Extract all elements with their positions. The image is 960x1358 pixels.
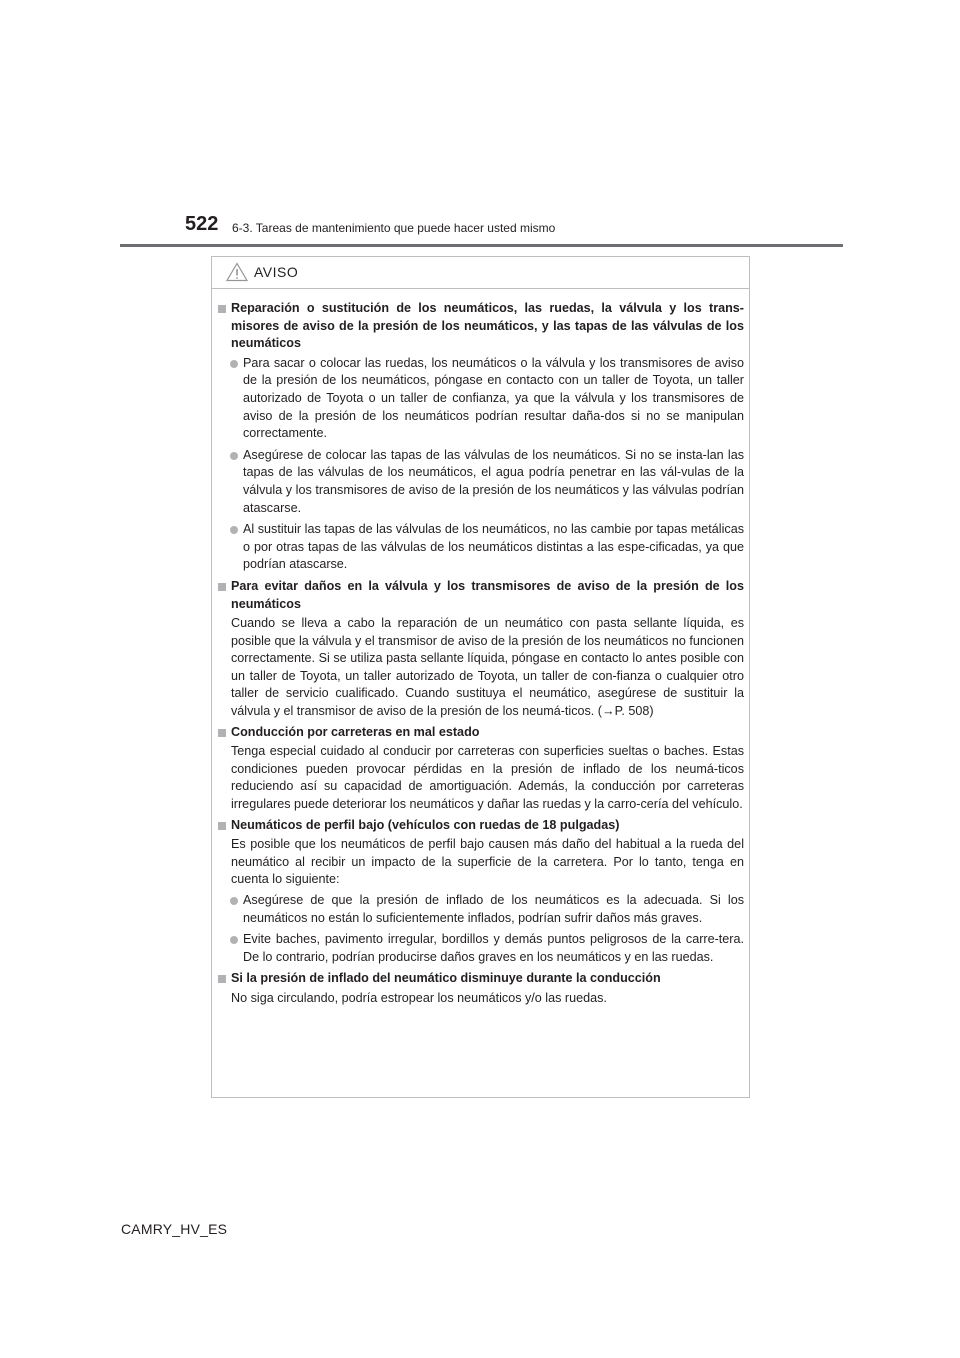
square-bullet-icon [218, 975, 226, 983]
warning-header [212, 257, 749, 289]
section-heading: Reparación o sustitución de los neumáticos, las ruedas, la válvula y los trans-misores de aviso de la presión de los neumáticos, y las tapas de las válvulas de los neumáticos [218, 300, 744, 353]
square-bullet-icon [218, 305, 226, 313]
header-divider [120, 244, 843, 247]
model-code: CAMRY_HV_ES [121, 1221, 228, 1237]
bullet-item: Asegúrese de que la presión de inflado de los neumáticos es la adecuada. Si los neumáticos no están lo suficientemente inflados, podrían sufrir daños más graves. [218, 892, 744, 927]
circle-bullet-icon [230, 452, 238, 460]
section-heading: Si la presión de inflado del neumático disminuye durante la conducción [218, 970, 744, 988]
warning-label: AVISO [254, 264, 299, 280]
section-paragraph: No siga circulando, podría estropear los neumáticos y/o las ruedas. [231, 990, 607, 1005]
section-paragraph: Cuando se lleva a cabo la reparación de un neumático con pasta sellante líquida, es posible que la válvula y el transmisor de aviso de la presión de los neumáticos no funcionen correctamente. Si se utiliza pasta sellante líquida, póngase en contacto lo antes posible con un taller de Toyota, un taller autorizado de Toyota, un taller de con-fianza o cualquier otro taller de servicio cualificado. Cuando sustituya el neumático, asegúrese de sustituir la válvula y el transmisor de aviso de la presión de los neumá-ticos. (→P. 508) [231, 616, 744, 719]
bullet-item: Al sustituir las tapas de las válvulas de los neumáticos, no las cambie por tapas metálicas o por otras tapas de las válvulas de los neumáticos distintas a las espe-cificadas, ya que podrían atascarse. [218, 521, 744, 574]
square-bullet-icon [218, 822, 226, 830]
square-bullet-icon [218, 583, 226, 591]
page-header [185, 213, 645, 243]
section-paragraph: Tenga especial cuidado al conducir por carreteras con superficies sueltas o baches. Estas condiciones pueden provocar pérdidas en la presión de inflado de los neumá-ticos reduciendo así su capacidad de amortiguación. Además, la conducción por carreteras irregulares puede deteriorar los neumáticos y dañar las ruedas y la carro-cería del vehículo. [231, 744, 744, 812]
section-title: 6-3. Tareas de mantenimiento que puede hacer usted mismo [232, 221, 556, 235]
circle-bullet-icon [230, 897, 238, 905]
section-heading: Neumáticos de perfil bajo (vehículos con ruedas de 18 pulgadas) [218, 817, 744, 835]
circle-bullet-icon [230, 936, 238, 944]
warning-content [218, 300, 744, 1011]
circle-bullet-icon [230, 360, 238, 368]
section-heading: Para evitar daños en la válvula y los transmisores de aviso de la presión de los neumáticos [218, 578, 744, 613]
bullet-item: Para sacar o colocar las ruedas, los neumáticos o la válvula y los transmisores de aviso de la presión de los neumáticos, póngase en contacto con un taller de Toyota, un taller autorizado de Toyota o un taller de confianza, ya que la válvula y los transmisores de aviso de la presión de los neumáticos podrían resultar daña-dos si no se manipulan correctamente. [218, 355, 744, 443]
warning-triangle-icon [226, 262, 248, 282]
section-paragraph: Es posible que los neumáticos de perfil bajo causen más daño del habitual a la rueda del neumático al recibir un impacto de la superficie de la carretera. Por lo tanto, tenga en cuenta lo siguiente: [231, 837, 744, 887]
circle-bullet-icon [230, 526, 238, 534]
warning-box [211, 256, 750, 1098]
section-heading: Conducción por carreteras en mal estado [218, 724, 744, 742]
bullet-item: Asegúrese de colocar las tapas de las válvulas de los neumáticos. Si no se insta-lan las tapas de las válvulas de los neumáticos, el agua podría penetrar en las vál-vulas de la válvula y los transmisores de aviso de la presión de los neumáticos y las válvulas podrían atascarse. [218, 447, 744, 517]
square-bullet-icon [218, 729, 226, 737]
page-number: 522 [185, 213, 219, 235]
bullet-item: Evite baches, pavimento irregular, bordillos y demás puntos peligrosos de la carre-tera. De lo contrario, podrían producirse daños graves en los neumáticos y en las ruedas. [218, 931, 744, 966]
